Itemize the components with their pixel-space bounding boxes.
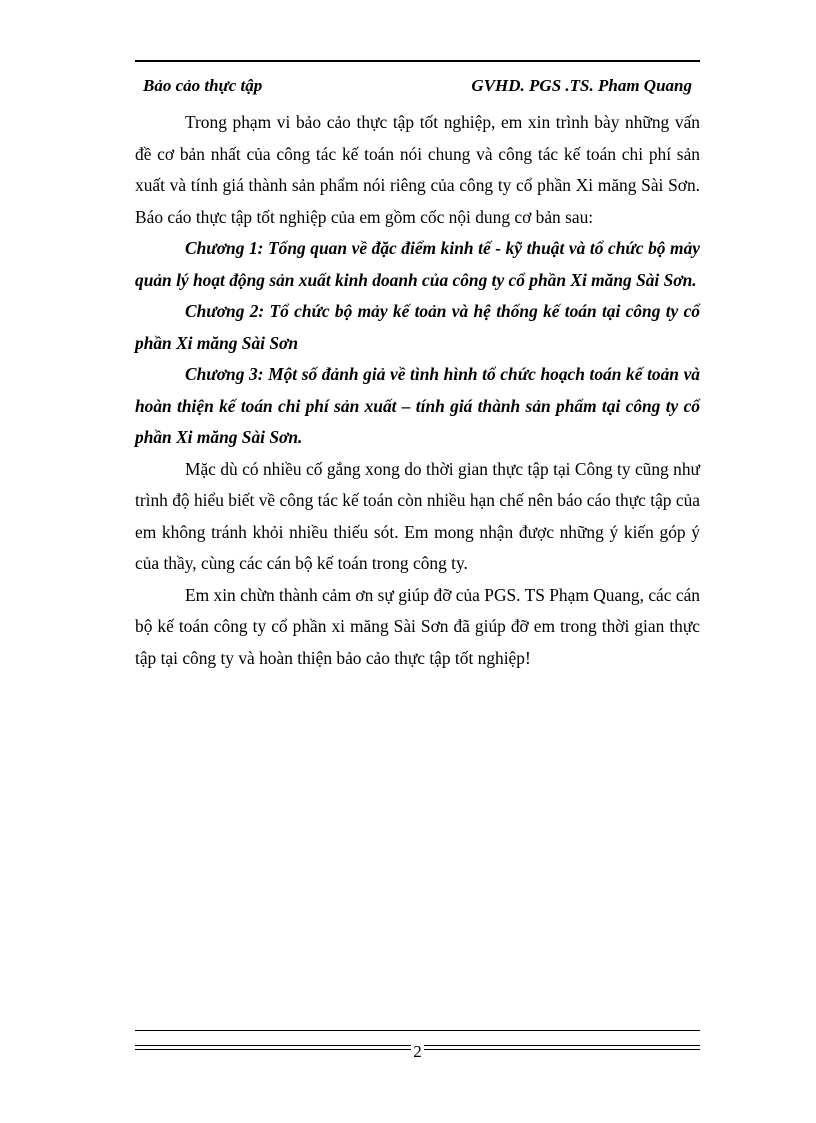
header-rule (135, 60, 700, 62)
page-header (135, 76, 700, 96)
thanks-paragraph: Em xin chừn thành cảm ơn sự giúp đỡ của PGS. TS Phạm Quang, các cán bộ kế toán công ty cổ phần xi măng Sài Sơn đã giúp đỡ em trong thời gian thực tập tại công ty và hoàn thiện bảo cảo thực tập tốt nghiệp! (135, 584, 700, 668)
page-number-text: 2 (413, 1042, 422, 1061)
limitations-paragraph: Mặc dù có nhiều cố gắng xong do thời gian thực tập tại Công ty cũng như trình độ hiểu biết về công tác kế toán còn nhiều hạn chế nên báo cáo thực tập của em không tránh khỏi nhiều thiếu sót. Em mong nhận được những ý kiến góp ý của thầy, cùng các cán bộ kế toán trong công ty. (135, 458, 700, 573)
chapter-1: Chương 1: Tổng quan về đặc điểm kinh tế - kỹ thuật và tổ chức bộ mảy quản lý hoạt động sản xuất kinh doanh của công ty cổ phần Xi măng Sài Sơn. (135, 238, 700, 290)
body-text (135, 107, 700, 674)
page-number (135, 1042, 700, 1062)
footer-rule (135, 1030, 700, 1031)
intro-paragraph: Trong phạm vi bảo cảo thực tập tốt nghiệp, em xin trình bày những vấn đề cơ bản nhất của công tác kế toán nói chung và công tác kế toán chi phí sản xuất và tính giá thành sản phẩm nói riêng của công ty cổ phần Xi măng Sài Sơn. Báo cáo thực tập tốt nghiệp của em gồm cốc nội dung cơ bản sau: (135, 112, 700, 227)
chapter-2: Chương 2: Tổ chức bộ mảy kế toản và hệ thống kế toán tại công ty cổ phần Xi măng Sài Sơn (135, 301, 700, 353)
report-title: Bảo cảo thực tập (143, 76, 263, 95)
supervisor: GVHD. PGS .TS. Pham Quang (471, 76, 692, 95)
chapter-3: Chương 3: Một số đảnh giả về tình hình tổ chức hoạch toán kế toản và hoàn thiện kế toán chi phí sản xuất – tính giá thành sản phẩm tại công ty cổ phần Xi măng Sài Sơn. (135, 364, 700, 447)
